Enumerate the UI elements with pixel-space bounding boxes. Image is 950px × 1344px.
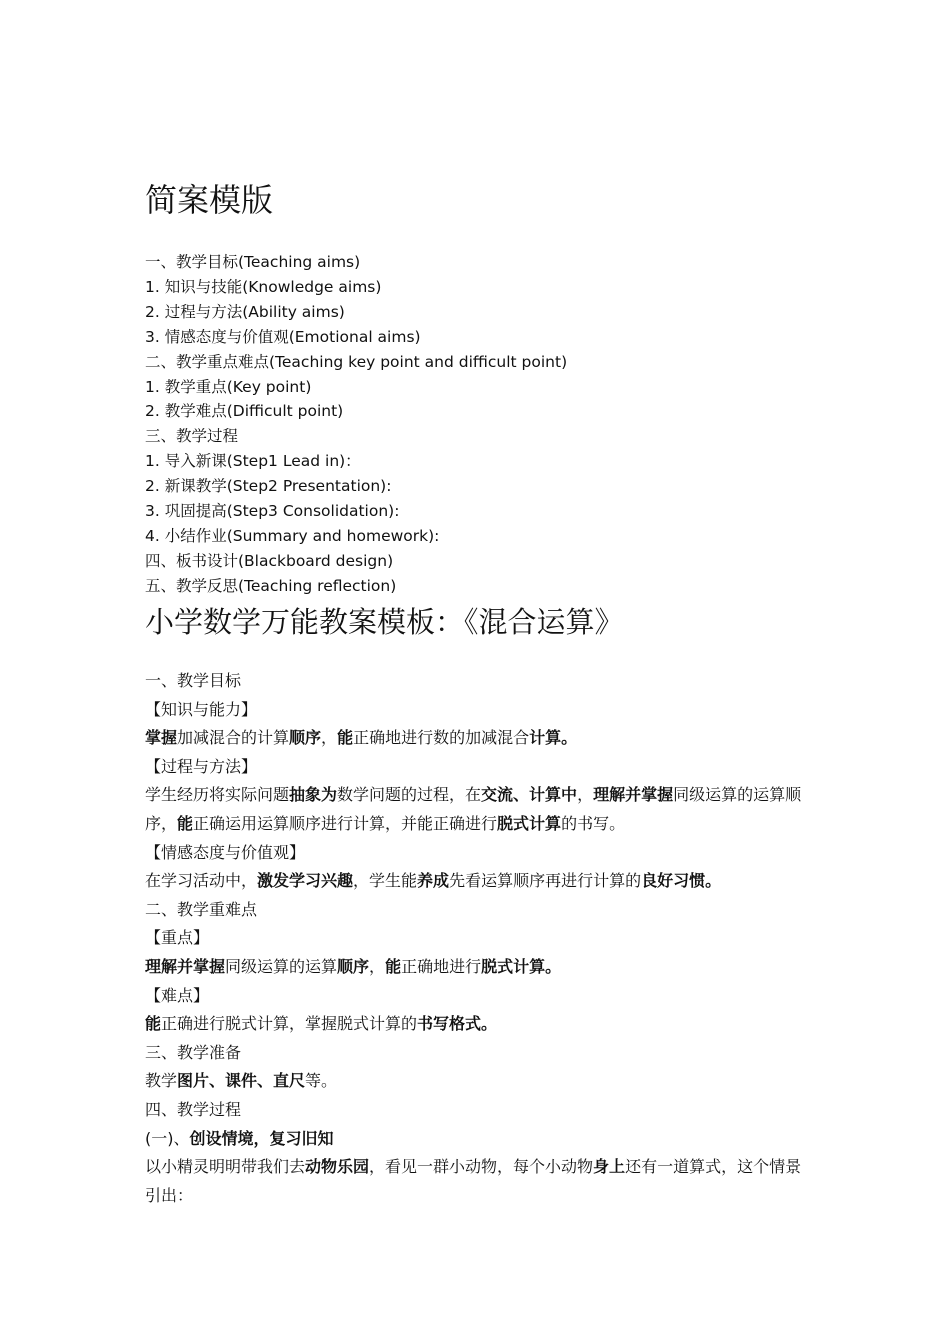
lesson-paragraph: [145, 667, 810, 696]
text-run: ，: [321, 728, 338, 748]
lesson-paragraph: [145, 1125, 810, 1154]
text-run: 学生经历将实际问题: [145, 785, 290, 805]
text-run: 正确地进行数的加减混合: [353, 728, 530, 748]
text-run: 先看运算顺序再进行计算的: [449, 871, 642, 891]
lesson-paragraph: [145, 1010, 810, 1039]
bold-text-run: 顺序: [289, 728, 322, 748]
lesson-paragraph: [145, 867, 810, 896]
lesson-paragraph: [145, 896, 810, 925]
text-run: (一)、: [145, 1128, 190, 1148]
lesson-paragraph: [145, 1039, 810, 1068]
bold-text-run: 书写格式。: [417, 1014, 498, 1034]
outline-item: 二、教学重点难点(Teaching key point and difficult point): [145, 352, 568, 371]
bold-text-run: 能: [337, 728, 354, 748]
text-run: 等。: [305, 1071, 338, 1091]
text-run: 在学习活动中，: [145, 871, 258, 891]
lesson-paragraph: [145, 924, 810, 953]
text-run: ，: [577, 785, 594, 805]
bold-text-run: 创设情境，复习旧知: [189, 1128, 334, 1148]
outline-item: 1. 教学重点(Key point): [145, 377, 312, 396]
outline-item: 2. 教学难点(Difficult point): [145, 402, 344, 421]
text-run: ，学生能: [353, 871, 418, 891]
bold-text-run: 交流、计算中: [481, 785, 578, 805]
bold-text-run: 理解并掌握: [593, 785, 674, 805]
outline-item: 三、教学过程: [145, 427, 239, 446]
text-run: 【情感态度与价值观】: [145, 842, 306, 862]
bold-text-run: 脱式计算。: [481, 956, 562, 976]
simple-template-title: 简案模版: [145, 181, 274, 219]
lesson-paragraph: [145, 781, 810, 838]
text-run: 正确地进行: [401, 956, 482, 976]
text-run: 加减混合的计算: [177, 728, 290, 748]
bold-text-run: 激发学习兴趣: [257, 871, 354, 891]
outline-item: 四、板书设计(Blackboard design): [145, 551, 394, 570]
bold-text-run: 顺序: [337, 956, 370, 976]
lesson-paragraph: [145, 696, 810, 725]
text-run: ，看见一群小动物，每个小动物: [369, 1157, 594, 1177]
text-run: 同级运算的运算顺序，: [145, 785, 802, 833]
lesson-paragraph: [145, 1067, 810, 1096]
bold-text-run: 身上: [593, 1157, 626, 1177]
text-run: 三、教学准备: [145, 1042, 242, 1062]
text-run: 正确进行脱式计算，掌握脱式计算的: [161, 1014, 418, 1034]
text-run: 教学: [145, 1071, 178, 1091]
bold-text-run: 养成: [417, 871, 450, 891]
text-run: 数学问题的过程，在: [337, 785, 482, 805]
text-run: 以小精灵明明带我们去: [145, 1157, 306, 1177]
lesson-paragraph: [145, 1096, 810, 1125]
lesson-title: 小学数学万能教案模板：《混合运算》: [145, 605, 624, 639]
text-run: 【重点】: [145, 928, 210, 948]
lesson-paragraph: [145, 982, 810, 1011]
lesson-paragraph: [145, 953, 810, 982]
bold-text-run: 抽象为: [289, 785, 338, 805]
text-run: 还有一道算式，这个情景引出：: [145, 1157, 802, 1205]
text-run: 正确运用运算顺序进行计算，并能正确进行: [193, 813, 498, 833]
bold-text-run: 掌握: [145, 728, 178, 748]
outline-item: 一、教学目标(Teaching aims): [145, 253, 361, 271]
outline-item: 1. 知识与技能(Knowledge aims): [145, 277, 382, 296]
text-run: 的书写。: [561, 813, 626, 833]
bold-text-run: 计算。: [529, 728, 578, 748]
bold-text-run: 能: [177, 813, 194, 833]
outline-item: 2. 过程与方法(Ability aims): [145, 302, 345, 321]
outline-item: 3. 巩固提高(Step3 Consolidation):: [145, 502, 400, 521]
bold-text-run: 能: [145, 1014, 162, 1034]
outline-item: 3. 情感态度与价值观(Emotional aims): [145, 327, 421, 346]
lesson-paragraph: [145, 724, 810, 753]
lesson-paragraph: [145, 753, 810, 782]
outline-item: 五、教学反思(Teaching reflection): [145, 576, 397, 595]
bold-text-run: 动物乐园: [305, 1157, 370, 1177]
lesson-paragraph: [145, 839, 810, 868]
template-outline: [145, 250, 567, 599]
text-run: 一、教学目标: [145, 671, 242, 690]
text-run: 【难点】: [145, 985, 210, 1005]
text-run: 四、教学过程: [145, 1099, 242, 1119]
bold-text-run: 脱式计算: [497, 813, 562, 833]
bold-text-run: 图片、课件、直尺: [177, 1071, 306, 1091]
bold-text-run: 能: [385, 956, 402, 976]
text-run: ，: [369, 956, 386, 976]
bold-text-run: 良好习惯。: [641, 871, 722, 891]
outline-item: 1. 导入新课(Step1 Lead in)：: [145, 452, 361, 471]
lesson-body: [145, 667, 810, 1210]
bold-text-run: 理解并掌握: [145, 956, 226, 976]
lesson-paragraph: [145, 1153, 810, 1210]
text-run: 【过程与方法】: [145, 756, 258, 776]
outline-item: 2. 新课教学(Step2 Presentation):: [145, 477, 392, 496]
text-run: 同级运算的运算: [225, 956, 338, 976]
text-run: 【知识与能力】: [145, 699, 258, 719]
outline-item: 4. 小结作业(Summary and homework):: [145, 526, 440, 545]
text-run: 二、教学重难点: [145, 899, 258, 919]
